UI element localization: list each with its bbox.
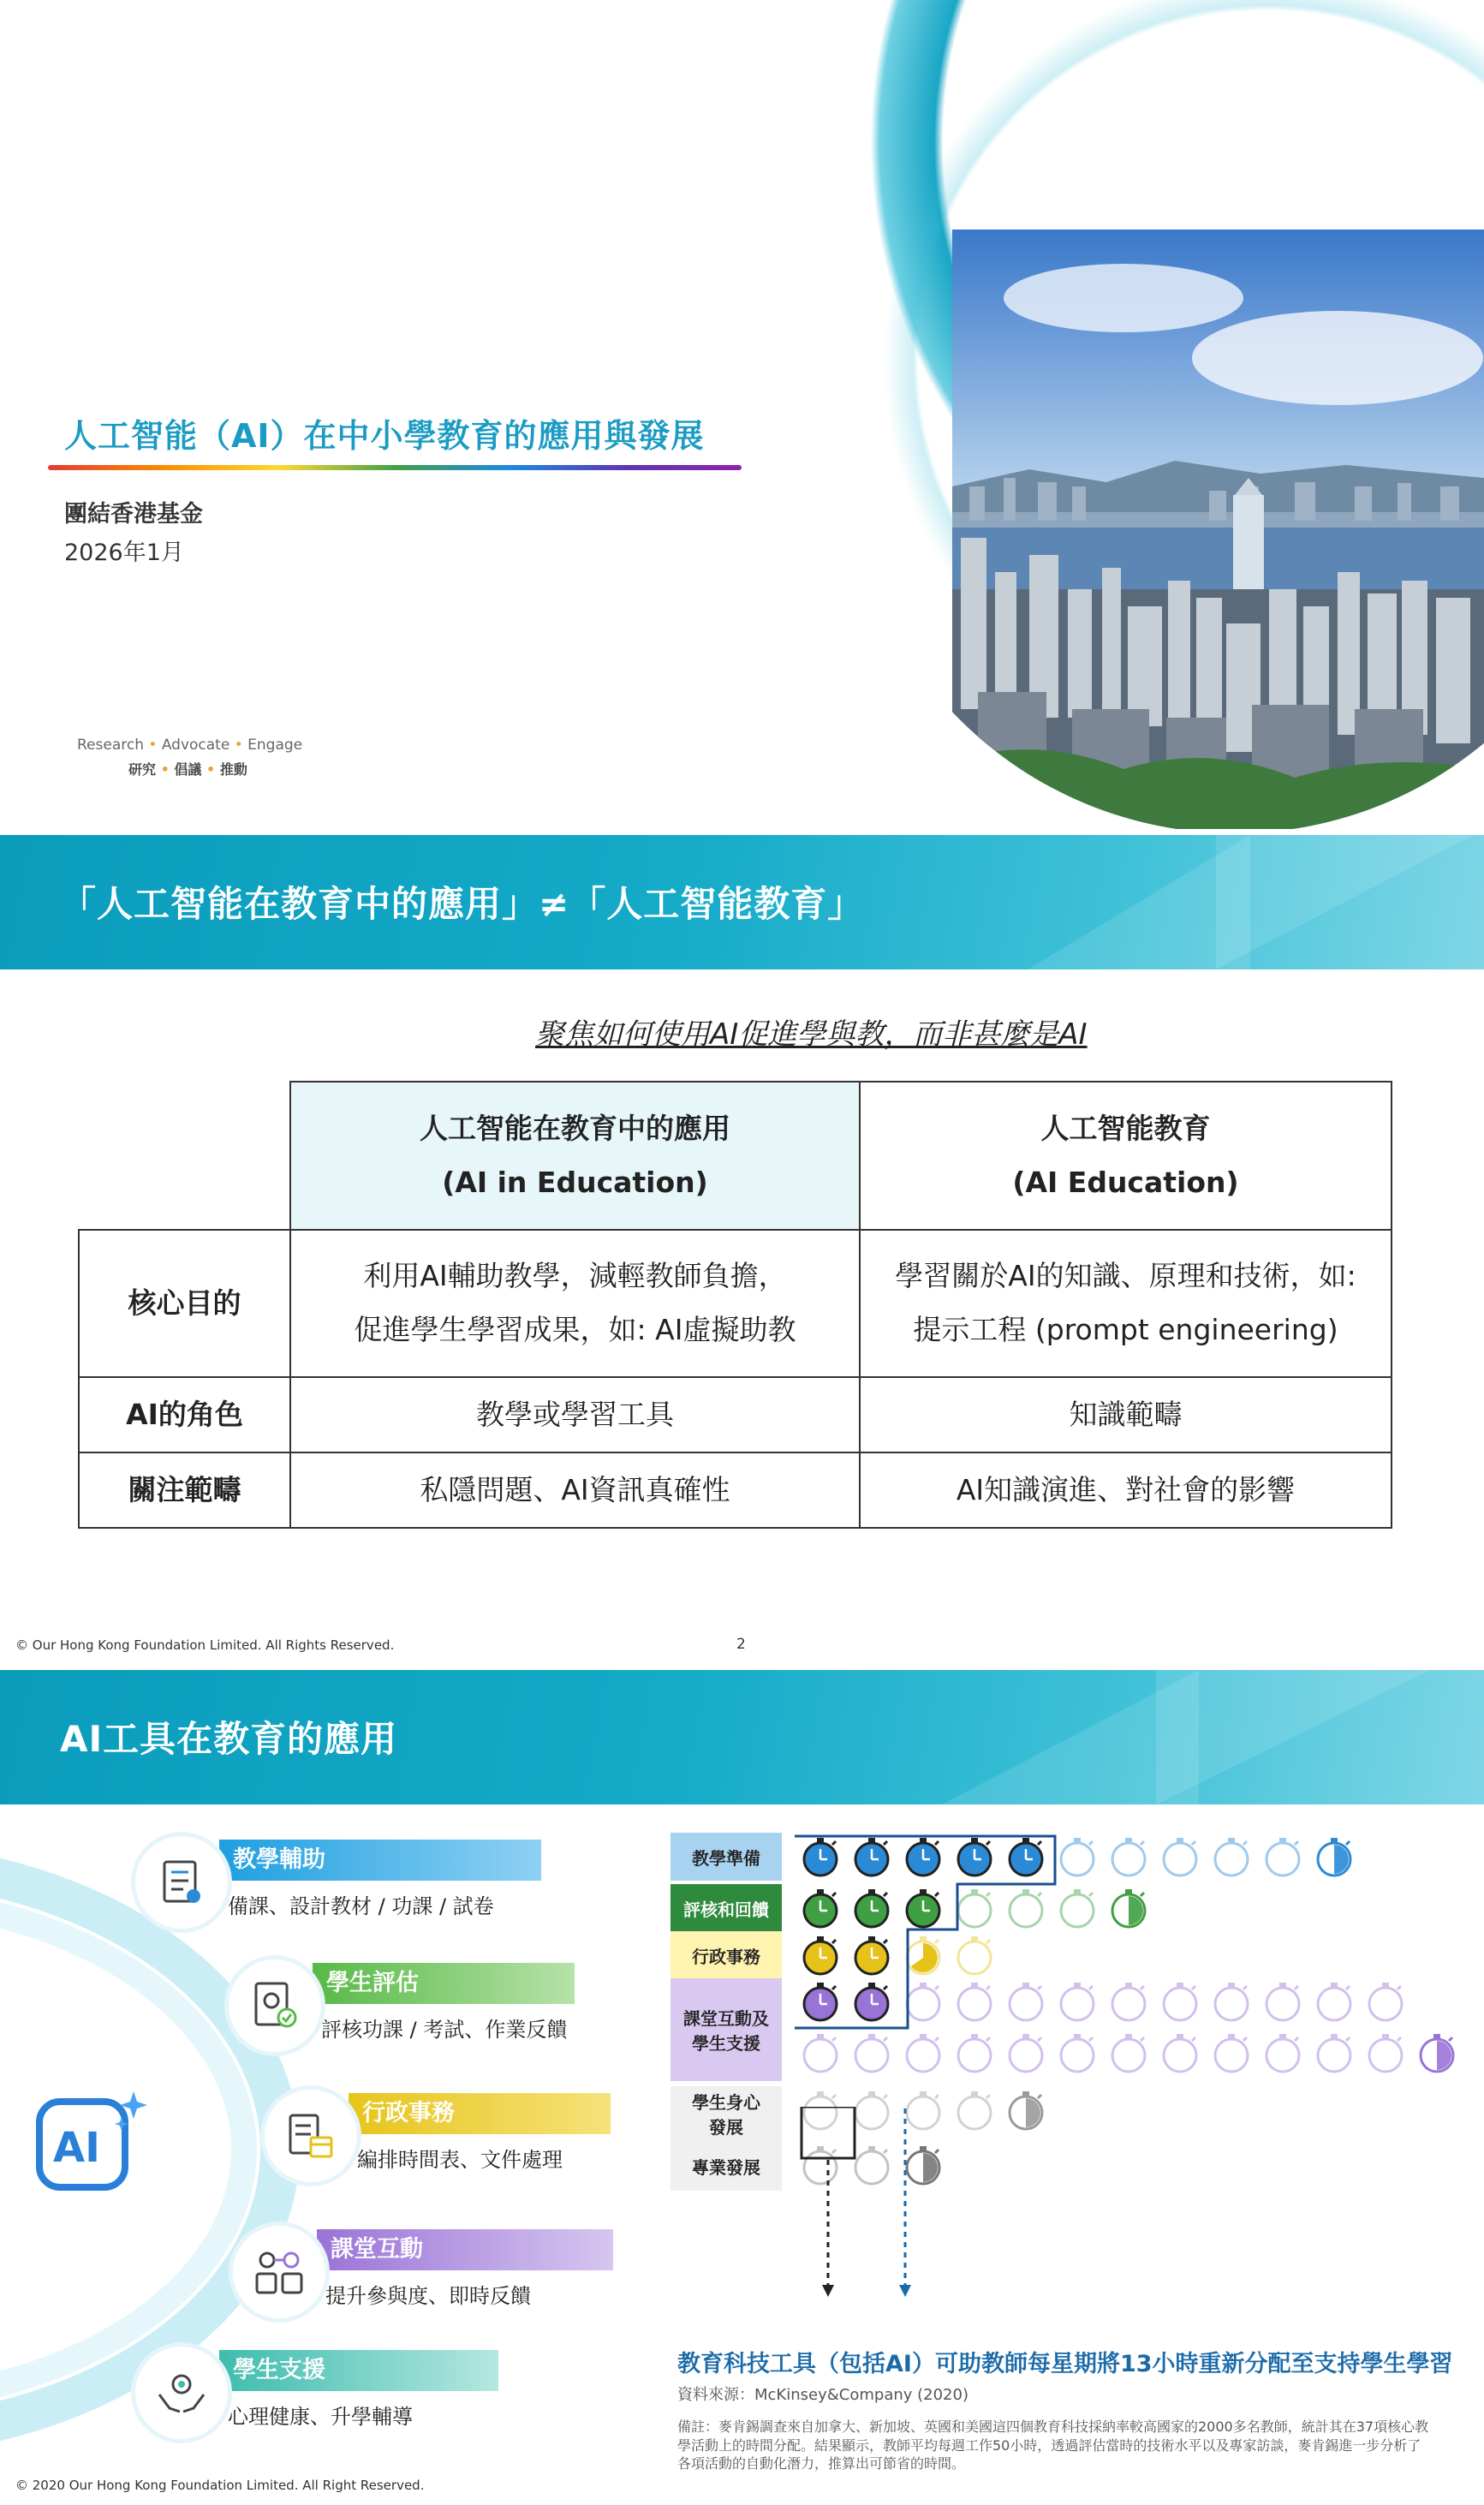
slide-header-title: 「人工智能在教育中的應用」≠「人工智能教育」	[60, 883, 865, 925]
table-cell: 教學或學習工具	[290, 1377, 860, 1452]
student-support-icon	[135, 2347, 228, 2439]
timer-row-label: 行政事務	[670, 1931, 782, 1979]
comparison-table	[78, 1081, 1392, 1529]
category-student-support	[135, 2347, 413, 2439]
table-cell: 私隱問題、AI資訊真確性	[290, 1452, 860, 1528]
table-cell	[860, 1230, 1392, 1377]
classroom-interaction-icon	[233, 2226, 325, 2318]
stopwatch-icon	[1056, 2031, 1099, 2074]
chart-caption: 教育科技工具（包括AI）可助教師每星期將13小時重新分配至支持學生學習	[677, 2351, 1453, 2377]
category-desc: 提升參與度、即時反饋	[325, 2284, 531, 2308]
category-classroom-interaction	[233, 2226, 531, 2318]
timer-row-label: 評核和回饋	[670, 1884, 782, 1932]
copyright: © 2020 Our Hong Kong Foundation Limited. All Right Reserved.	[15, 2478, 425, 2493]
table-header-ai-in-education	[290, 1082, 860, 1230]
tagline-engage: Engage	[247, 737, 303, 754]
category-teaching-support	[135, 1836, 494, 1929]
row-label: AI的角色	[79, 1377, 290, 1452]
admin-tasks-icon	[265, 2090, 357, 2182]
table-corner	[79, 1082, 290, 1230]
row-label: 核心目的	[79, 1230, 290, 1377]
tagline-research: Research	[77, 737, 144, 754]
stopwatch-icon	[1313, 1835, 1356, 1878]
allocation-arrows	[796, 2107, 916, 2304]
organization-name: 團結香港基金	[64, 501, 203, 528]
table-cell: AI知識演進、對社會的影響	[860, 1452, 1392, 1528]
tagline-research-zh: 研究	[128, 761, 157, 778]
cell-line: 學習關於AI的知識、原理和技術，如:	[895, 1259, 1356, 1293]
col2-title: 人工智能教育	[1040, 1111, 1211, 1145]
table-row	[79, 1452, 1392, 1528]
tagline-engage-zh: 推動	[219, 761, 247, 778]
stopwatch-icon	[1261, 1980, 1304, 2023]
stopwatch-icon	[1107, 1980, 1150, 2023]
table-row	[79, 1377, 1392, 1452]
ai-logo-text: AI	[53, 2124, 101, 2172]
stopwatch-icon	[1313, 1980, 1356, 2023]
stopwatch-icon	[1159, 1980, 1201, 2023]
ai-logo	[33, 2085, 135, 2187]
timer-row-label: 專業發展	[670, 2141, 782, 2191]
stopwatch-icon	[1107, 1887, 1150, 1929]
chart-note: 備註：麥肯錫調查來自加拿大、新加坡、英國和美國這四個教育科技採納率較高國家的2000多名教師，統計其在37項核心教學活動上的時間分配。結果顯示，教師平均每週工作50小時，透過評估當時的技術水平以及專家訪談，麥肯錫進一步分析了各項活動的自動化潛力，推算出可節省的時間。	[677, 2419, 1429, 2472]
tagline-advocate: Advocate	[161, 737, 230, 754]
stopwatch-icon	[1107, 1835, 1150, 1878]
table-cell	[290, 1230, 860, 1377]
category-desc: 編排時間表、文件處理	[357, 2148, 563, 2172]
header-band	[0, 1670, 1484, 1804]
rainbow-divider	[48, 465, 742, 470]
category-title: 課堂互動	[317, 2229, 613, 2270]
stopwatch-icon	[1159, 1835, 1201, 1878]
slide-ai-tools	[0, 1670, 1484, 2505]
cell-line: 促進學生學習成果，如: AI虛擬助教	[354, 1313, 796, 1346]
stopwatch-icon	[1107, 2031, 1150, 2074]
report-title: 人工智能（AI）在中小學教育的應用與發展	[64, 417, 705, 455]
page-number: 2	[736, 1636, 746, 1653]
timer-row-label: 教學準備	[670, 1833, 782, 1881]
header-band	[0, 835, 1484, 969]
category-admin-tasks	[265, 2090, 563, 2182]
category-title: 教學輔助	[219, 1840, 541, 1881]
slide-subtitle: 聚焦如何使用AI促進學與教，而非甚麼是AI	[535, 1017, 1088, 1052]
cell-line: 利用AI輔助教學，減輕教師負擔，	[363, 1259, 787, 1293]
copyright: © Our Hong Kong Foundation Limited. All Rights Reserved.	[15, 1637, 395, 1653]
stopwatch-icon	[1159, 2031, 1201, 2074]
stopwatch-icon	[1210, 1835, 1253, 1878]
stopwatch-icon	[1056, 1980, 1099, 2023]
tagline-english: Research • Advocate • Engage	[77, 737, 303, 754]
table-header-ai-education	[860, 1082, 1392, 1230]
stopwatch-icon	[1210, 1980, 1253, 2023]
stopwatch-icon	[1261, 1835, 1304, 1878]
row-label: 關注範疇	[79, 1452, 290, 1528]
stopwatch-icon	[1364, 1980, 1407, 2023]
hong-kong-skyline-photo	[952, 230, 1484, 829]
tagline-advocate-zh: 倡議	[174, 761, 202, 778]
stopwatch-icon	[1210, 2031, 1253, 2074]
stopwatch-icon	[1056, 1887, 1099, 1929]
stopwatch-icon	[1415, 2031, 1458, 2074]
teaching-support-icon	[135, 1836, 228, 1929]
col1-subtitle: (AI in Education)	[442, 1165, 708, 1199]
col1-title: 人工智能在教育中的應用	[420, 1111, 730, 1145]
slide-title	[0, 0, 1484, 835]
slide-header-title: AI工具在教育的應用	[60, 1718, 398, 1760]
category-desc: 備課、設計教材 / 功課 / 試卷	[228, 1894, 494, 1918]
slide-comparison	[0, 835, 1484, 1670]
chart-source: 資料來源：McKinsey&Company (2020)	[677, 2386, 968, 2404]
table-row	[79, 1230, 1392, 1377]
category-title: 行政事務	[349, 2093, 611, 2134]
timer-row-label: 課堂互動及 學生支援	[670, 1978, 782, 2081]
category-desc: 評核功課 / 考試、作業反饋	[321, 2018, 568, 2042]
stopwatch-icon	[1313, 2031, 1356, 2074]
cell-line: 提示工程 (prompt engineering)	[913, 1313, 1338, 1346]
stopwatch-icon	[1364, 2031, 1407, 2074]
category-title: 學生評估	[313, 1963, 575, 2004]
tagline-chinese: 研究 • 倡議 • 推動	[128, 761, 247, 778]
student-assessment-icon	[229, 1959, 321, 2052]
category-title: 學生支援	[219, 2350, 498, 2391]
table-cell: 知識範疇	[860, 1377, 1392, 1452]
stopwatch-icon	[1261, 2031, 1304, 2074]
report-date: 2026年1月	[64, 540, 184, 566]
timer-row-label: 學生身心 發展	[670, 2086, 782, 2141]
category-desc: 心理健康、升學輔導	[228, 2405, 413, 2429]
category-student-assessment	[229, 1959, 568, 2052]
col2-subtitle: (AI Education)	[1012, 1165, 1239, 1199]
stopwatch-icon	[1056, 1835, 1099, 1878]
